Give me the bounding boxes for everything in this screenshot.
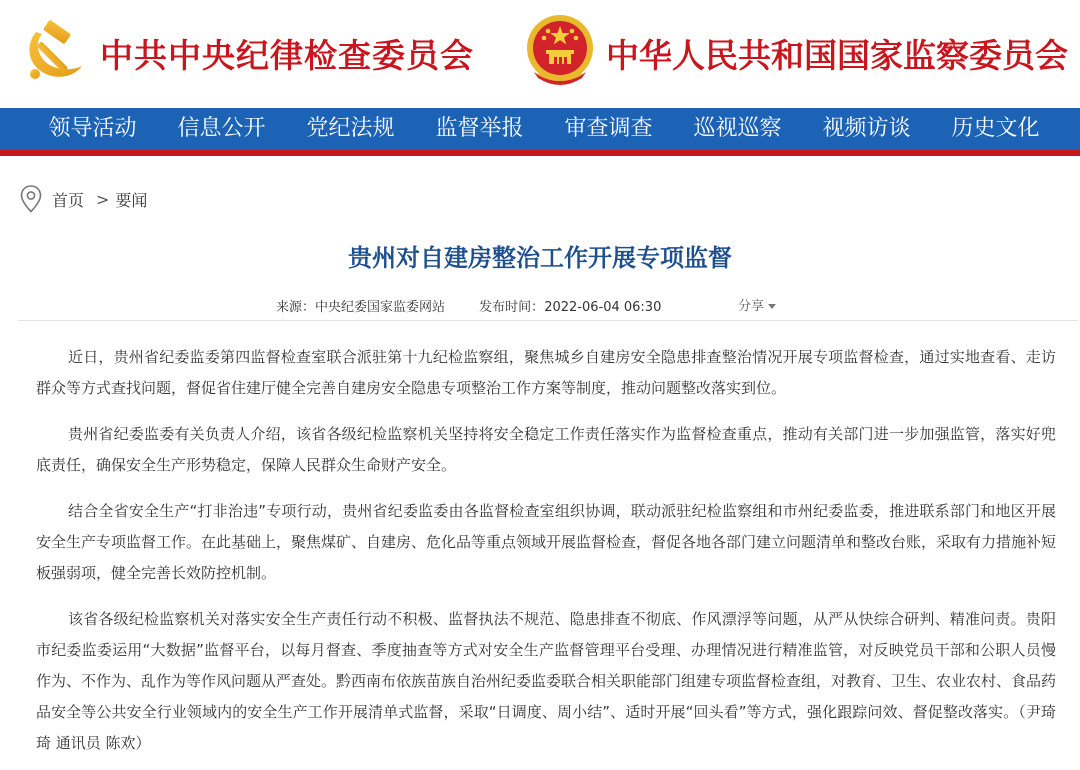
breadcrumb-current-link[interactable]: 要闻 — [115, 190, 148, 210]
nav-item[interactable]: 领导活动 — [48, 116, 137, 141]
meta-divider — [18, 320, 1078, 321]
nav-item[interactable]: 巡视巡察 — [693, 116, 782, 141]
nav-item[interactable]: 监督举报 — [435, 116, 524, 141]
article-paragraph: 贵州省纪委监委有关负责人介绍，该省各级纪检监察机关坚持将安全稳定工作责任落实作为监督检查重点，推动有关部门进一步加强监管，落实好兜底责任，确保安全生产形势稳定，保障人民群众生命财产安全。 — [36, 425, 1056, 474]
article-title: 贵州对自建房整治工作开展专项监督 — [348, 244, 732, 272]
main-nav — [0, 108, 1080, 150]
nav-item[interactable]: 审查调查 — [564, 116, 653, 141]
article-paragraph: 结合全省安全生产“打非治违”专项行动，贵州省纪委监委由各监督检查室组织协调，联动派驻纪检监察组和市州纪委监委，推进联系部门和地区开展安全生产专项监督工作。在此基础上，聚焦煤矿、自建房、危化品等重点领域开展监督检查，督促各地各部门建立问题清单和整改台账，采取有力措施补短板强弱项，健全完善长效防控机制。 — [36, 502, 1057, 582]
source-label: 来源： — [276, 300, 316, 315]
article-paragraph: 该省各级纪检监察机关对落实安全生产责任行动不积极、监督执法不规范、隐患排查不彻底、作风漂浮等问题，从严从快综合研判、精准问责。贵阳市纪委监委运用“大数据”监督平台，以每月督查、季度抽查等方式对安全生产监督管理平台受理、办理情况进行精准监管，对反映党员干部和公职人员慢作为、不作为、乱作为等作风问题从严查处。黔西南布依族苗族自治州纪委监委联合相关职能部门组建专项监督检查组，对教育、卫生、农业农村、食品药品安全等公共安全行业领域内的安全生产工作开展清单式监督，采取“日调度、周小结”、适时开展“回头看”等方式，强化跟踪问效、督促整改落实。（尹琦琦 通讯员 陈欢） — [36, 610, 1057, 752]
nav-item[interactable]: 视频访谈 — [822, 116, 911, 141]
breadcrumb-home-link[interactable]: 首页 — [52, 190, 85, 210]
party-emblem-icon — [22, 18, 88, 84]
source-value: 中央纪委国家监委网站 — [315, 300, 446, 315]
nav-item[interactable]: 历史文化 — [951, 116, 1040, 141]
share-label: 分享 — [738, 299, 765, 314]
chevron-down-icon — [768, 304, 776, 309]
national-emblem-icon — [524, 12, 596, 90]
article-meta — [276, 296, 691, 315]
date-label: 发布时间： — [479, 300, 545, 315]
breadcrumb — [20, 184, 147, 214]
nav-item[interactable]: 信息公开 — [177, 116, 266, 141]
nav-divider-line — [0, 150, 1080, 156]
nsc-title: 中华人民共和国国家监察委员会 — [606, 36, 1068, 75]
article-body — [36, 342, 1056, 770]
cpc-ccdi-title: 中共中央纪律检查委员会 — [100, 36, 474, 75]
nav-item[interactable]: 党纪法规 — [306, 116, 395, 141]
site-header — [0, 0, 1080, 108]
location-pin-icon — [20, 185, 42, 213]
date-value: 2022-06-04 06:30 — [544, 300, 662, 315]
main-nav-list — [0, 108, 1080, 150]
article-paragraph: 近日，贵州省纪委监委第四监督检查室联合派驻第十九纪检监察组，聚焦城乡自建房安全隐患排查整治情况开展专项监督检查，通过实地查看、走访群众等方式查找问题，督促省住建厅健全完善自建房安全隐患专项整治工作方案等制度，推动问题整改落实到位。 — [36, 348, 1056, 397]
share-button[interactable] — [738, 295, 776, 314]
breadcrumb-separator: > — [96, 189, 110, 209]
